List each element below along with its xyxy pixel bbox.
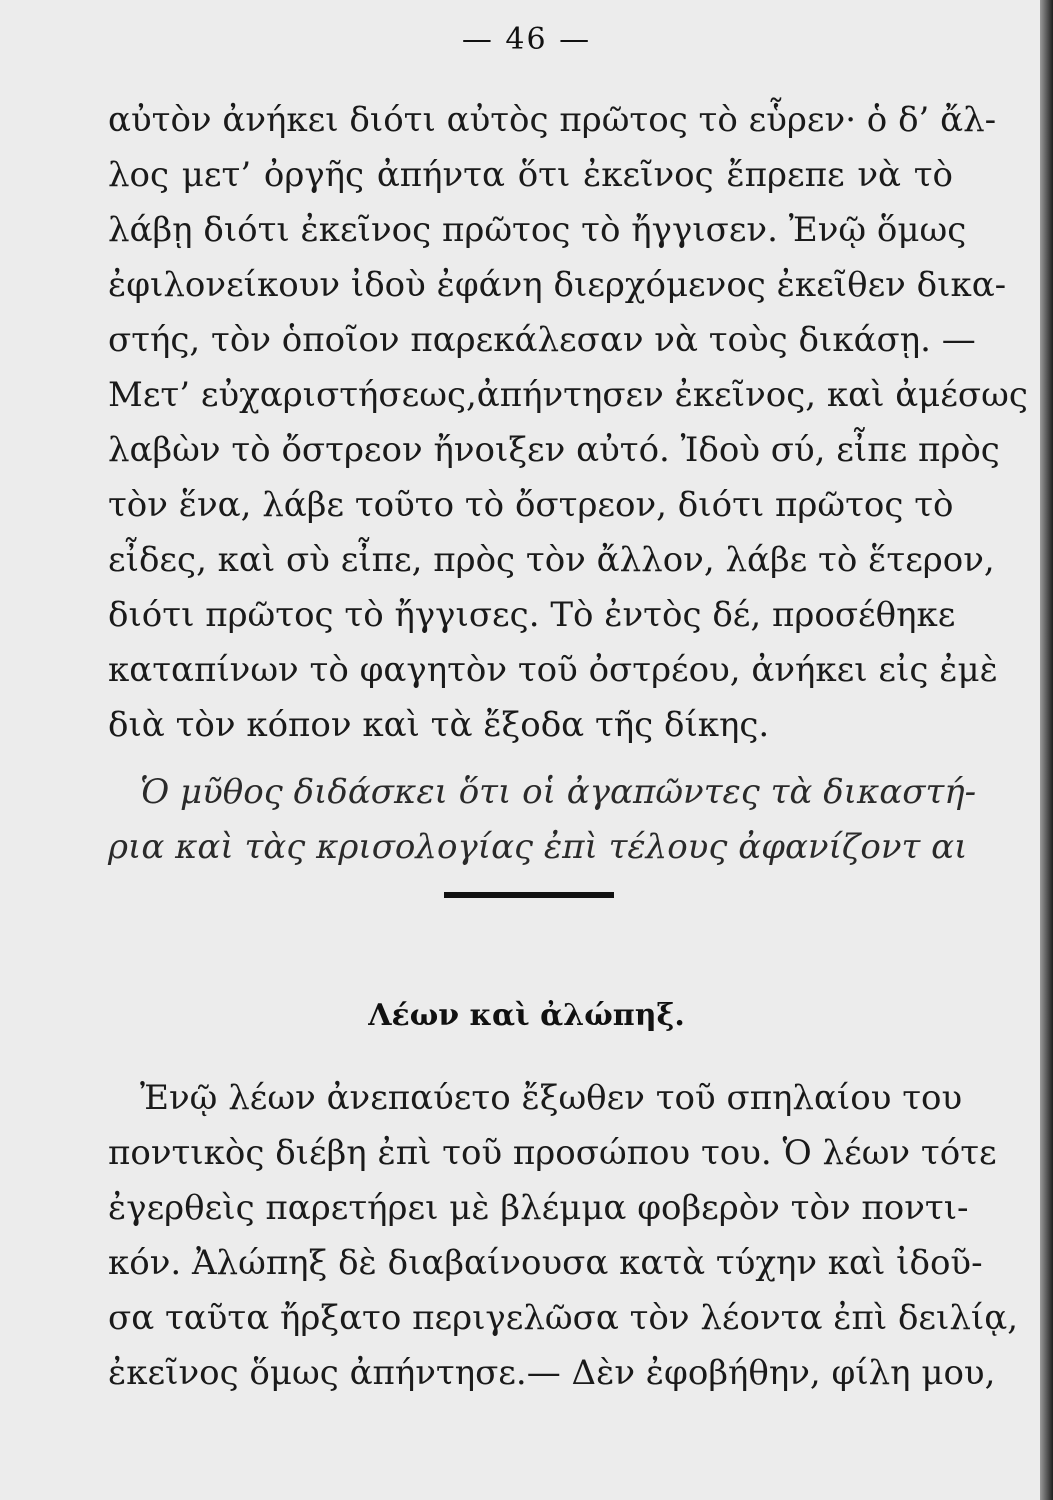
moral-line: Ὁ μῦθος διδάσκει ὅτι οἱ ἀγαπῶντες τὰ δικαστή- [140,772,977,812]
book-spine-edge [1040,0,1053,1500]
text-line: διὰ τὸν κόπον καὶ τὰ ἔξοδα τῆς δίκης. [108,705,770,745]
page-number: — 46 — [461,22,592,57]
moral-line: ρια καὶ τὰς κρισολογίας ἐπὶ τέλους ἀφανίζοντ αι [108,827,968,867]
text-line: ποντικὸς διέβη ἐπὶ τοῦ προσώπου του. Ὁ λέων τότε [108,1133,997,1173]
text-line: στής, τὸν ὁποῖον παρεκάλεσαν νὰ τοὺς δικάσῃ. — [108,320,976,360]
text-line: σα ταῦτα ἤρξατο περιγελῶσα τὸν λέοντα ἐπὶ δειλίᾳ, [108,1298,1019,1338]
text-line: καταπίνων τὸ φαγητὸν τοῦ ὀστρέου, ἀνήκει εἰς ἐμὲ [108,650,998,690]
text-line: ἐκεῖνος ὅμως ἀπήντησε.— Δὲν ἐφοβήθην, φίλη μου, [108,1353,996,1393]
text-line: εἶδες, καὶ σὺ εἶπε, πρὸς τὸν ἄλλον, λάβε τὸ ἕτερον, [108,540,995,580]
text-line: αὐτὸν ἀνήκει διότι αὐτὸς πρῶτος τὸ εὗρεν· ὁ δ’ ἄλ- [108,100,997,140]
text-line: τὸν ἕνα, λάβε τοῦτο τὸ ὄστρεον, διότι πρῶτος τὸ [108,485,954,525]
section-divider [444,892,614,898]
text-line: Ἐνῷ λέων ἀνεπαύετο ἔξωθεν τοῦ σπηλαίου του [140,1078,963,1118]
text-line: λος μετ’ ὀργῆς ἀπήντα ὅτι ἐκεῖνος ἔπρεπε νὰ τὸ [108,155,953,195]
text-line: ἐφιλονείκουν ἰδοὺ ἐφάνη διερχόμενος ἐκεῖθεν δικα- [108,265,1007,305]
text-line: διότι πρῶτος τὸ ἤγγισες. Τὸ ἐντὸς δέ, προσέθηκε [108,595,956,635]
text-line: ἐγερθεὶς παρετήρει μὲ βλέμμα φοβερὸν τὸν ποντι- [108,1188,969,1228]
text-line: κόν. Ἀλώπηξ δὲ διαβαίνουσα κατὰ τύχην καὶ ἰδοῦ- [108,1243,983,1283]
text-line: λάβῃ διότι ἐκεῖνος πρῶτος τὸ ἤγγισεν. Ἐνῷ ὅμως [108,210,967,250]
text-line: Μετ’ εὐχαριστήσεως,ἀπήντησεν ἐκεῖνος, καὶ ἀμέσως [108,375,1028,415]
fable-title: Λέων καὶ ἀλώπηξ. [368,998,685,1033]
text-line: λαβὼν τὸ ὄστρεον ἤνοιξεν αὐτό. Ἰδοὺ σύ, εἶπε πρὸς [108,430,1000,470]
